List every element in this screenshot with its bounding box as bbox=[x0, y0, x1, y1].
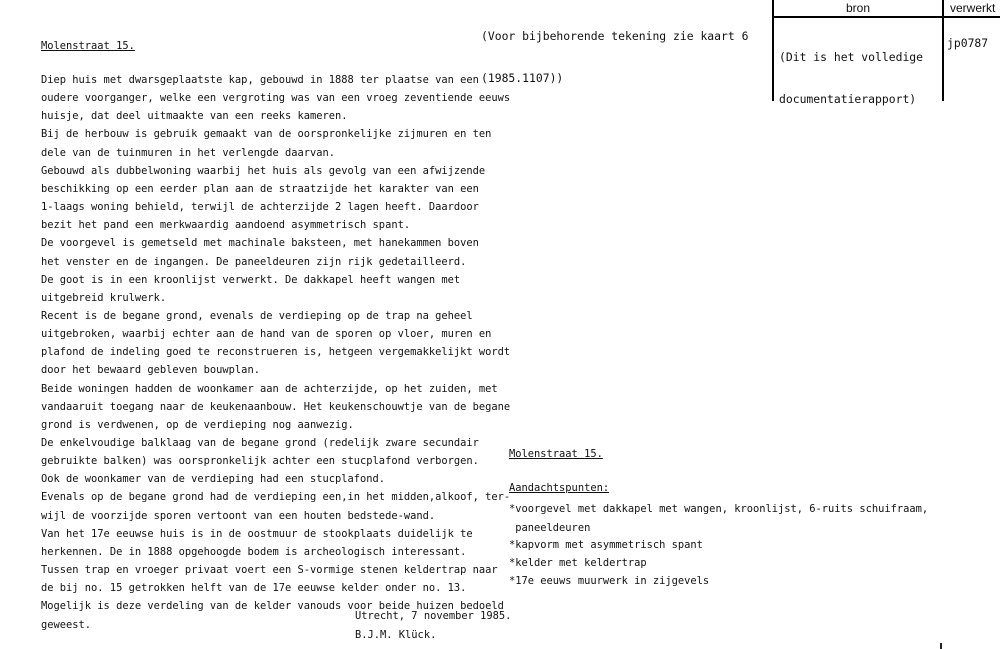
body-line: 1-laags woning behield, terwijl de achterzijde 2 lagen heeft. Daardoor bbox=[41, 201, 479, 214]
body-line: plafond de indeling goed te reconstrueren is, hetgeen vergemakkelijkt wordt bbox=[41, 346, 511, 359]
body-line: De enkelvoudige balklaag van de begane grond (redelijk zware secundair bbox=[41, 437, 479, 449]
body-line: Evenals op de begane grond had de verdieping een,in het midden,alkoof, ter- bbox=[41, 491, 511, 504]
body-line: Mogelijk is deze verdeling van de kelder vanouds voor beide huizen bedoeld bbox=[41, 600, 504, 613]
notes-list-item: *voorgevel met dakkapel met wangen, kroonlijst, 6-ruits schuifraam, bbox=[509, 503, 929, 515]
verwerkt-value: jp0787 bbox=[947, 36, 989, 50]
drawing-reference-line-1: (Voor bijbehorende tekening zie kaart 6 bbox=[481, 29, 749, 43]
author-signature: B.J.M. Klück. bbox=[355, 629, 437, 641]
bron-line-1: (Dit is het volledige bbox=[779, 50, 924, 64]
body-line: Gebouwd als dubbelwoning waarbij het huis als gevolg van een afwijzende bbox=[41, 164, 486, 177]
notes-list-item: *kelder met keldertrap bbox=[509, 557, 647, 569]
body-line: huisje, dat deel uitmaakte van een reeks kameren. bbox=[41, 110, 348, 123]
body-line: Diep huis met dwarsgeplaatste kap, gebouwd in 1888 ter plaatse van een bbox=[41, 74, 479, 86]
body-line: grond is verdwenen, op de verdieping nog aanwezig. bbox=[41, 418, 354, 431]
source-table bbox=[772, 0, 1000, 106]
source-table-divider bbox=[942, 0, 944, 101]
body-line: beschikking op een eerder plan aan de straatzijde het karakter van een bbox=[41, 182, 479, 195]
body-line: uitgebroken, waarbij echter aan de hand van de sporen op vloer, muren en bbox=[41, 328, 492, 341]
notes-list-item: paneeldeuren bbox=[509, 522, 591, 534]
body-line: De voorgevel is gemetseld met machinale baksteen, met hanekammen boven bbox=[41, 237, 479, 250]
body-line: dele van de tuinmuren in het verlengde daarvan. bbox=[41, 146, 336, 159]
notes-list-item: *kapvorm met asymmetrisch spant bbox=[509, 539, 703, 551]
body-line: uitgebreid krulwerk. bbox=[41, 291, 167, 304]
body-line: vandaaruit toegang naar de keukenaanbouw. Het keukenschouwtje van de begane bbox=[41, 400, 511, 413]
body-line: oudere voorganger, welke een vergroting was van een vroeg zeventiende eeuws bbox=[41, 92, 511, 105]
body-line: herkennen. De in 1888 opgehoogde bodem is archeologisch interessant. bbox=[41, 545, 467, 558]
edge-mark bbox=[940, 643, 942, 649]
body-line: door het bewaard gebleven bouwplan. bbox=[41, 364, 260, 377]
drawing-reference-line-2: (1985.1107)) bbox=[481, 71, 564, 85]
body-line: Beide woningen hadden de woonkamer aan de achterzijde, op het zuiden, met bbox=[41, 382, 498, 395]
notes-list-item: *17e eeuws muurwerk in zijgevels bbox=[509, 575, 710, 587]
body-line: Ook de woonkamer van de verdieping had een stucplafond. bbox=[41, 473, 386, 486]
body-line: Bij de herbouw is gebruik gemaakt van de oorspronkelijke zijmuren en ten bbox=[41, 128, 492, 141]
bron-line-2: documentatierapport) bbox=[779, 92, 917, 106]
body-line: De goot is in een kroonlijst verwerkt. De dakkapel heeft wangen met bbox=[41, 273, 461, 286]
body-line: Van het 17e eeuwse huis is in de oostmuur de stookplaats duidelijk te bbox=[41, 527, 473, 540]
body-line: Recent is de begane grond, evenals de verdieping op de trap na geheel bbox=[41, 309, 473, 322]
body-line: wijl de voorzijde sporen vertoont van een houten bedstede-wand. bbox=[41, 509, 436, 522]
drawing-reference-note bbox=[481, 1, 748, 99]
page-title: Molenstraat 15. bbox=[41, 40, 135, 52]
body-line: Tussen trap en vroeger privaat voert een S-vormige stenen keldertrap naar bbox=[41, 564, 498, 577]
notes-subtitle: Aandachtspunten: bbox=[509, 482, 610, 494]
body-line: geweest. bbox=[41, 618, 92, 631]
body-line: de bij no. 15 getrokken helft van de 17e eeuwse kelder onder no. 13. bbox=[41, 582, 467, 595]
body-line: bezit het pand een merkwaardig aandoend asymmetrisch spant. bbox=[41, 219, 411, 232]
column-header-verwerkt: verwerkt bbox=[950, 1, 996, 15]
body-line: gebruikte balken) was oorspronkelijk achter een stucplafond verborgen. bbox=[41, 455, 479, 468]
column-header-bron: bron bbox=[846, 1, 871, 15]
notes-title: Molenstraat 15. bbox=[509, 448, 603, 460]
place-date: Utrecht, 7 november 1985. bbox=[355, 610, 512, 622]
body-line: het venster en de ingangen. De paneeldeuren zijn rijk gedetailleerd. bbox=[41, 255, 467, 268]
bron-value bbox=[779, 22, 923, 134]
